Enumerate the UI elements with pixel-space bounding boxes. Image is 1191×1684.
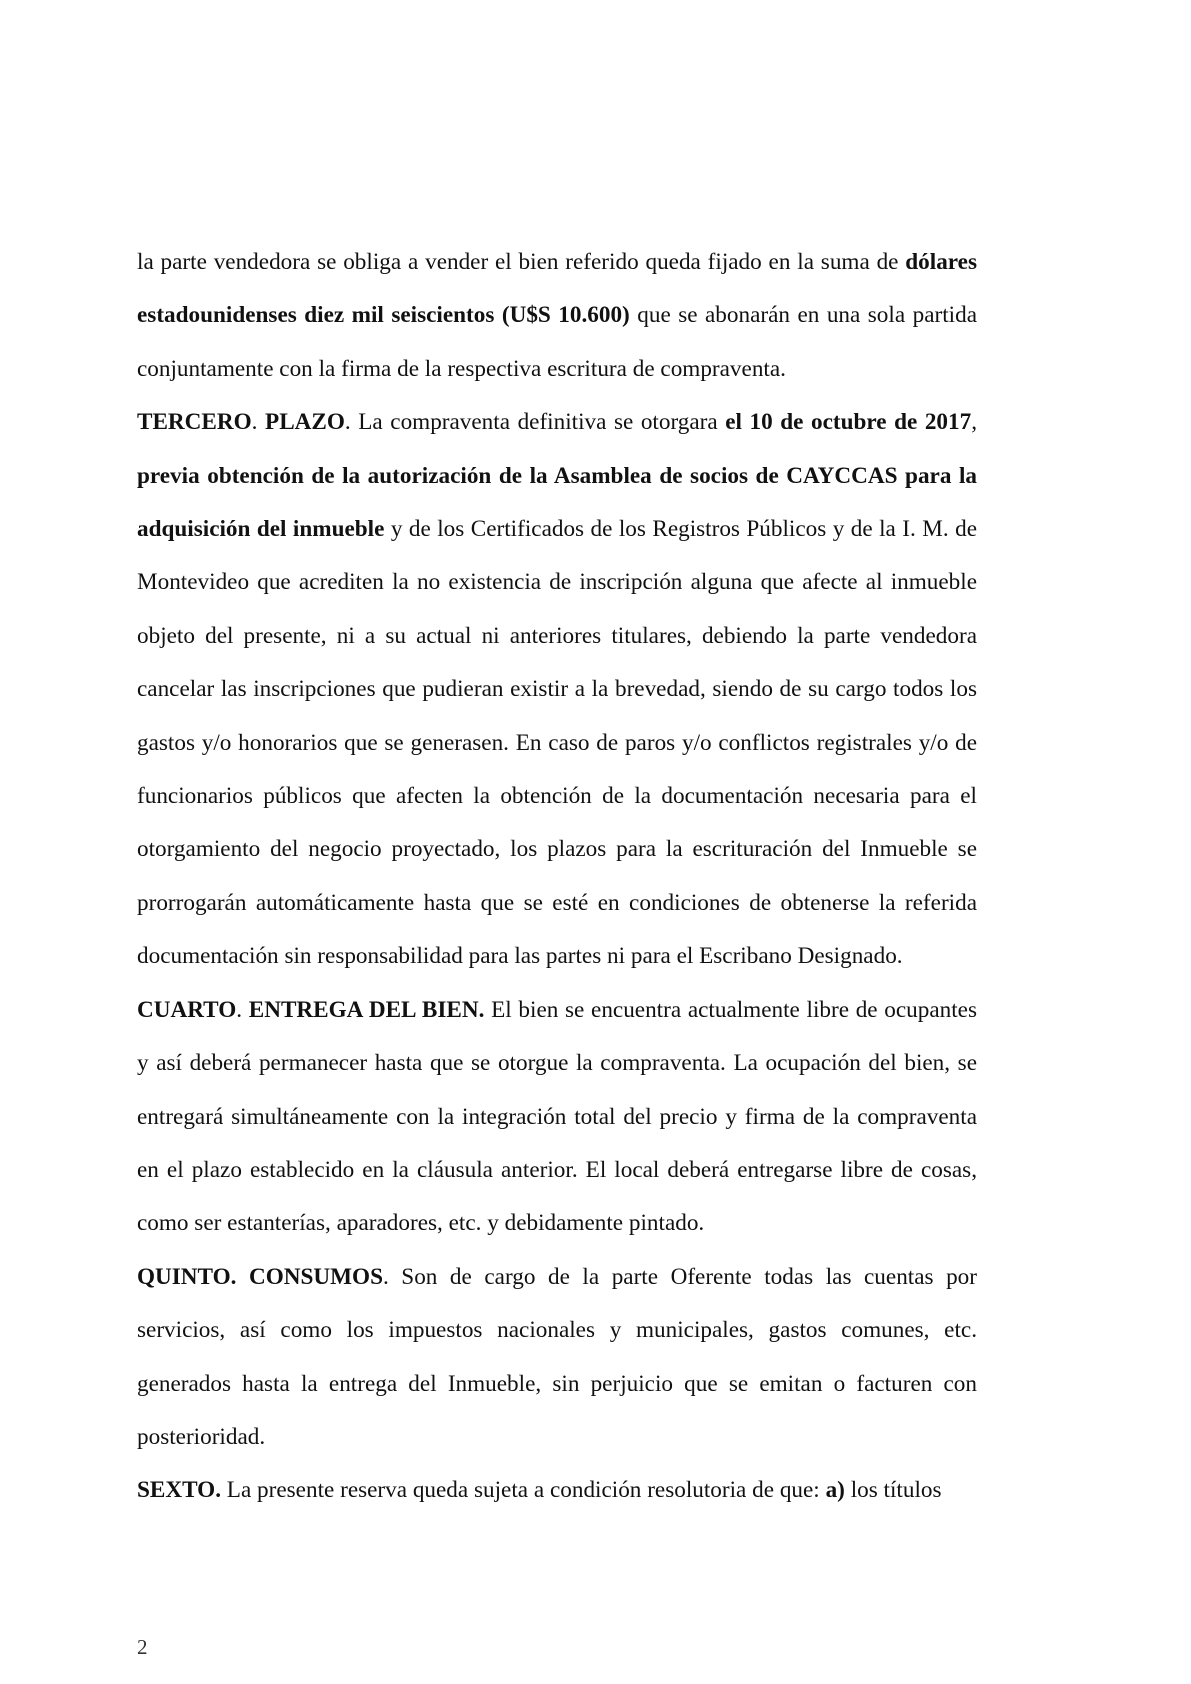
clause-sexto [137, 1464, 977, 1517]
paragraph-run-bold: a) [825, 1477, 845, 1504]
paragraph-run: . [236, 996, 249, 1023]
clause-heading: ENTREGA DEL BIEN. [248, 996, 485, 1023]
paragraph-run: . La compraventa definitiva se otorgara [344, 409, 726, 436]
paragraph-run: la parte vendedora se obliga a vender el bien referido queda fijado en la suma de [137, 249, 906, 275]
paragraph-price [137, 236, 977, 396]
paragraph-run: La presente reserva queda sujeta a condición resolutoria de que: [221, 1477, 826, 1504]
paragraph-run: que se abonarán en una sola partida conjuntamente con la firma de la respectiva escritura de compraventa. [137, 302, 977, 382]
paragraph-run-bold: previa obtención de la autorización de la Asamblea de socios de CAYCCAS para la adquisición del inmueble [137, 462, 977, 543]
clause-heading: CUARTO [137, 996, 237, 1023]
clause-cuarto-entrega [137, 984, 977, 1251]
paragraph-run: , [971, 409, 977, 436]
clause-heading: PLAZO [265, 409, 345, 436]
clause-quinto-consumos [137, 1251, 977, 1465]
paragraph-run: los títulos [844, 1477, 942, 1504]
paragraph-run: . [251, 409, 266, 436]
clause-tercero-plazo [137, 396, 977, 983]
clause-heading: SEXTO. [137, 1477, 221, 1504]
paragraph-run: El bien se encuentra actualmente libre de ocupantes y así deberá permanecer hasta que se otorgue la compraventa. La ocupación del bien, se entregará simultáneamente con la integración total del precio y firma de la compraventa en el plazo establecido en la cláusula anterior. El local deberá entregarse libre de cosas, como ser estanterías, aparadores, etc. y debidamente pintado. [137, 996, 978, 1237]
clause-heading: TERCERO [137, 409, 252, 436]
document-body [137, 236, 977, 1518]
paragraph-run: . Son de cargo de la parte Oferente todas las cuentas por servicios, así como los impuestos nacionales y municipales, gastos comunes, etc. generados hasta la entrega del Inmueble, sin perjuicio que se emitan o facturen con posterioridad. [137, 1263, 977, 1450]
page-number: 2 [137, 1635, 148, 1659]
clause-heading: QUINTO. CONSUMOS [137, 1263, 383, 1290]
paragraph-run: y de los Certificados de los Registros Públicos y de la I. M. de Montevideo que acrediten la no existencia de inscripción alguna que afecte al inmueble objeto del presente, ni a su actual ni anteriores titulares, debiendo la parte vendedora cancelar las inscripciones que pudieran existir a la brevedad, siendo de su cargo todos los gastos y/o honorarios que se generasen. En caso de paros y/o conflictos registrales y/o de funcionarios públicos que afecten la obtención de la documentación necesaria para el otorgamiento del negocio proyectado, los plazos para la escrituración del Inmueble se prorrogarán automáticamente hasta que se esté en condiciones de obtenerse la referida documentación sin responsabilidad para las partes ni para el Escribano Designado. [137, 516, 977, 970]
paragraph-run-bold: el 10 de octubre de 2017 [725, 409, 972, 436]
paragraph-run-bold: dólares estadounidenses diez mil seiscientos (U$S 10.600) [137, 249, 977, 329]
